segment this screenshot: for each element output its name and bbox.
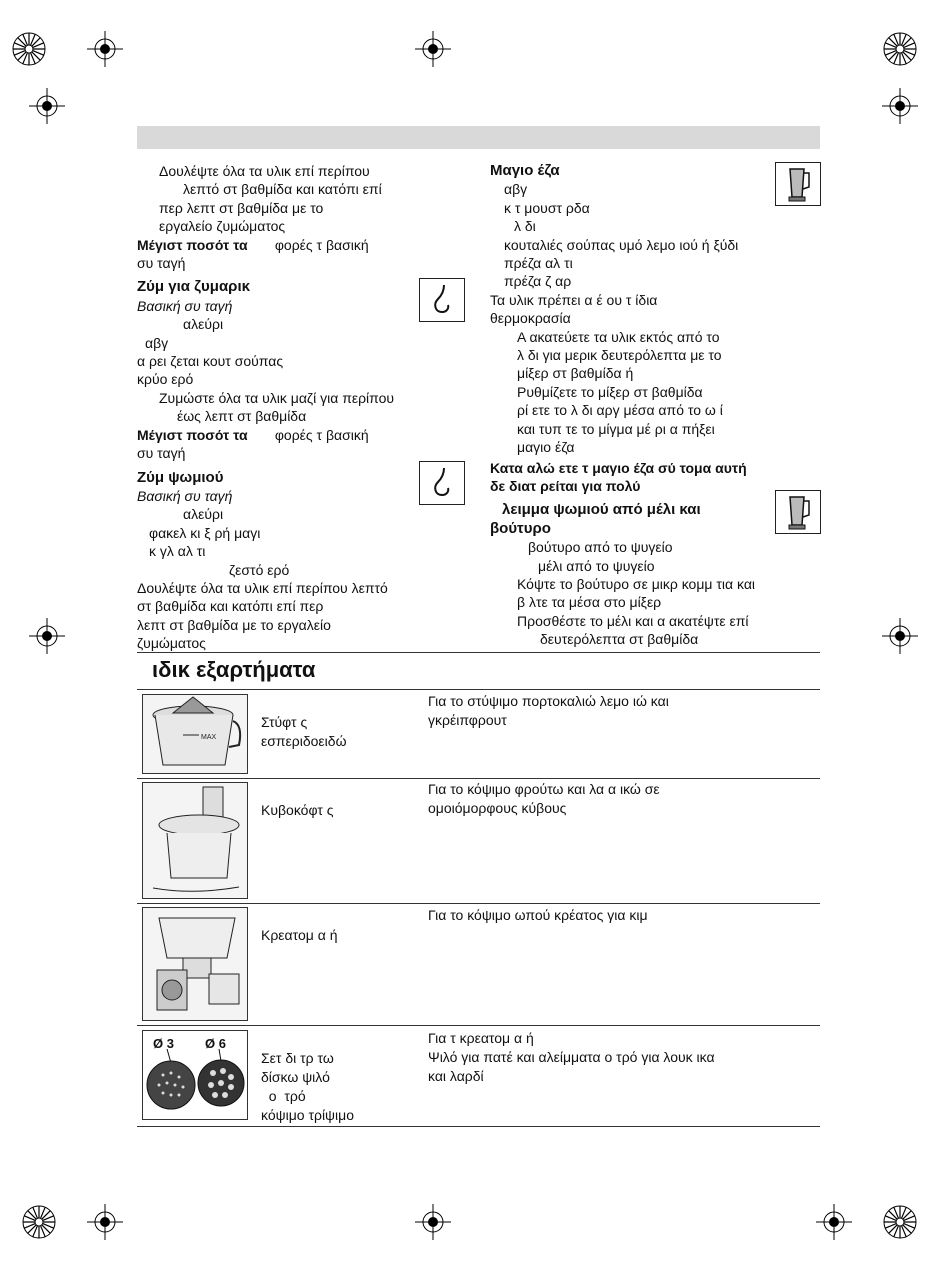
text-line: αλεύρι	[183, 316, 224, 333]
warning-line: Κατα αλώ ετε τ μαγιο έζα σύ τομα αυτή	[490, 459, 747, 476]
text-line: κ τ μουστ ρδα	[504, 199, 590, 216]
text-line: μαγιο έζα	[517, 439, 575, 456]
registration-target-mark	[882, 1204, 918, 1240]
crosshair-mark	[816, 1204, 852, 1240]
accessory-description: Για το στύψιμο πορτοκαλιώ λεμο ιώ και γκρέιπφρουτ	[428, 693, 669, 728]
dough-hook-icon	[419, 461, 465, 505]
accessories-heading: ιδικ εξαρτήματα	[152, 657, 316, 682]
text-line: δευτερόλεπτα στ βαθμίδα	[540, 631, 699, 648]
text-line: Προσθέστε το μέλι και α ακατέψτε επί	[517, 612, 749, 629]
text-line: λεπτό στ βαθμίδα και κατόπι επί	[183, 181, 382, 198]
dicer-image	[142, 782, 248, 899]
row-divider	[137, 1025, 820, 1026]
text-line: Κόψτε το βούτυρο σε μικρ κομμ τια και	[517, 575, 756, 592]
text-line: Δουλέψτε όλα τα υλικ επί περίπου λεπτό	[137, 579, 388, 596]
text-line: συ ταγή	[137, 255, 186, 272]
row-divider	[137, 778, 820, 779]
left-column	[137, 162, 467, 653]
text-line: φακελ κι ξ ρή μαγι	[149, 524, 261, 541]
right-column	[490, 162, 820, 649]
text-line: ρί ετε το λ δι αργ μέσα από το ω ί	[517, 402, 723, 419]
blender-icon	[775, 490, 821, 534]
disc-label: Ø 6	[205, 1036, 226, 1051]
text-line: Α ακατεύετε τα υλικ εκτός από το	[517, 328, 720, 345]
text-line: εργαλείο ζυμώματος	[159, 218, 286, 235]
accessory-name: Σετ δι τρ τω δίσκω ψιλό ο τρό κόψιμο τρίψιμο	[261, 1050, 354, 1123]
crosshair-mark	[87, 1204, 123, 1240]
crosshair-mark	[29, 618, 65, 654]
citrus-press-image	[142, 694, 248, 774]
text-line: β λτε τα μέσα στο μίξερ	[517, 594, 662, 611]
crosshair-mark	[87, 31, 123, 67]
text-line: θερμοκρασία	[490, 310, 571, 327]
section-heading-pasta: Ζύμ για ζυμαρικ	[137, 278, 250, 296]
text-line: μίξερ στ βαθμίδα ή	[517, 365, 634, 382]
text-line: και τυπ τε το μίγμα μέ ρι α πήξει	[517, 420, 715, 437]
text-line: κουταλιές σούπας υμό λεμο ιού ή ξύδι	[504, 236, 739, 253]
text-line: πρέζα ζ αρ	[504, 273, 572, 290]
text-line: συ ταγή	[137, 445, 186, 462]
text-line: Ζυμώστε όλα τα υλικ μαζί για περίπου	[159, 389, 395, 406]
warning-line: δε διατ ρείται για πολύ	[490, 477, 641, 494]
text-line: περ λεπτ στ βαθμίδα με το	[159, 199, 324, 216]
meat-mincer-image	[142, 907, 248, 1021]
text-line: αβγ	[145, 334, 169, 351]
section-divider	[137, 652, 820, 653]
text-line: Δουλέψτε όλα τα υλικ επί περίπου	[159, 163, 370, 179]
max-quantity-line: Μέγιστ ποσότ τα φορές τ βασική	[137, 236, 369, 253]
disc-label: Ø 3	[153, 1036, 174, 1051]
registration-target-mark	[21, 1204, 57, 1240]
max-label: MAX	[201, 734, 217, 741]
subheading: Βασική συ ταγή	[137, 487, 233, 504]
max-quantity-line: Μέγιστ ποσότ τα φορές τ βασική	[137, 426, 369, 443]
text-line: λ δι	[514, 218, 536, 235]
mincer-discs-image	[142, 1030, 248, 1120]
registration-target-mark	[882, 31, 918, 67]
accessory-description: Για το κόψιμο φρούτω και λα α ικώ σε ομοιόμορφους κύβους	[428, 781, 660, 816]
text-line: κ γλ αλ τι	[149, 543, 206, 560]
subheading: Βασική συ ταγή	[137, 297, 233, 314]
accessory-description: Για τ κρεατομ α ή Ψιλό για πατέ και αλείμματα ο τρό για λουκ ικα και λαρδί	[428, 1030, 715, 1084]
row-divider	[137, 1126, 820, 1127]
header-bar	[137, 126, 820, 149]
text-line: κρύο ερό	[137, 371, 194, 388]
text-line: αλεύρι	[183, 506, 224, 523]
crosshair-mark	[29, 88, 65, 124]
accessory-name: Στύφτ ς εσπεριδοειδώ	[261, 714, 347, 749]
section-heading-butter: βούτυρο	[490, 519, 551, 537]
text-line: αβγ	[504, 181, 528, 198]
section-divider	[137, 689, 820, 690]
registration-target-mark	[11, 31, 47, 67]
section-heading-mayonnaise: Μαγιο έζα	[490, 162, 560, 179]
text-line: πρέζα αλ τι	[504, 255, 573, 272]
accessory-description: Για το κόψιμο ωπού κρέατος για κιμ	[428, 907, 648, 923]
text-line: μέλι από το ψυγείο	[538, 557, 655, 574]
text-line: Ρυθμίζετε το μίξερ στ βαθμίδα	[517, 383, 703, 400]
text-line: ζυμώματος	[137, 635, 206, 652]
crosshair-mark	[882, 618, 918, 654]
accessory-name: Κρεατομ α ή	[261, 927, 338, 943]
text-line: λ δι για μερικ δευτερόλεπτα με το	[517, 347, 722, 364]
text-line: λεπτ στ βαθμίδα με το εργαλείο	[137, 616, 331, 633]
crosshair-mark	[415, 1204, 451, 1240]
crosshair-mark	[415, 31, 451, 67]
text-line: βούτυρο από το ψυγείο	[528, 539, 673, 556]
text-line: στ βαθμίδα και κατόπι επί περ	[137, 598, 324, 615]
crosshair-mark	[882, 88, 918, 124]
accessory-name: Κυβοκόφτ ς	[261, 802, 334, 818]
section-heading-butter: λειμμα ψωμιού από μέλι και	[502, 501, 701, 519]
text-line: έως λεπτ στ βαθμίδα	[177, 408, 307, 425]
section-heading-bread: Ζύμ ψωμιού	[137, 468, 224, 486]
text-line: Τα υλικ πρέπει α έ ου τ ίδια	[490, 291, 658, 308]
text-line: α ρει ζεται κουτ σούπας	[137, 353, 284, 370]
dough-hook-icon	[419, 278, 465, 322]
text-line: ζεστό ερό	[229, 561, 290, 578]
row-divider	[137, 903, 820, 904]
blender-icon	[775, 162, 821, 206]
